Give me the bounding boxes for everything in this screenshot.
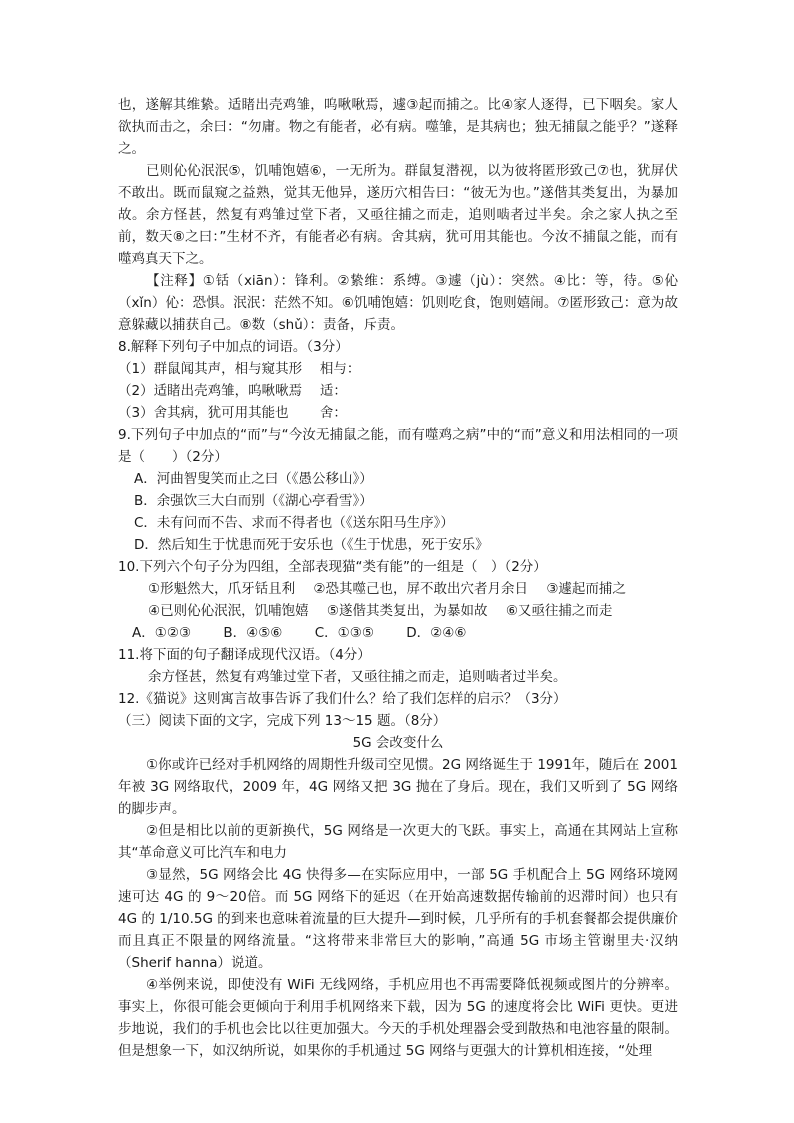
question-8-item-2: （2）适睹出壳鸡雏，呜啾啾焉 适： — [118, 383, 347, 399]
question-8-item-1: （1）群鼠闻其声，相与窥其形 相与： — [118, 361, 361, 377]
question-10-sentence-2: ②恐其噬己也，屏不敢出穴者月余日 — [313, 581, 529, 597]
page-content — [118, 94, 678, 1062]
question-10-option-d: D．②④⑥ — [406, 625, 467, 641]
question-12-stem: 12.《猫说》这则寓言故事告诉了我们什么？给了我们怎样的启示？（3分） — [118, 691, 567, 707]
question-10-option-b: B．④⑤⑥ — [223, 625, 283, 641]
question-10-row-1 — [118, 578, 678, 600]
question-8-item-3: （3）舍其病，犹可用其能也 舍： — [118, 405, 347, 421]
question-9-option-d: D．然后知生于忧患而死于安乐也（《生于忧患，死于安乐》 — [134, 537, 489, 553]
section-3-heading: （三）阅读下面的文字，完成下列 13～15 题。（8分） — [118, 713, 447, 729]
question-10-option-a: A．①②③ — [132, 625, 192, 641]
article-paragraph-2: ②但是相比以前的更新换代，5G 网络是一次更大的飞跃。事实上，高通在其网站上宣称其“革命意义可比汽车和电力 — [118, 823, 678, 861]
article-paragraph-3: ③显然，5G 网络会比 4G 快得多—在实际应用中，一部 5G 手机配合上 5G 网络环境网速可达 4G 的 9～20倍。而 5G 网络下的延迟（在开始高速数据传输前的迟滞时间）也只有 4G 的 1/10.5G 的到来也意味着流量的巨大提升—到时候，几乎所有的手机套餐都会提供廉价而且真正不限量的网络流量。“这将带来非常巨大的影响，”高通 5G 市场主管谢里夫·汉纳（Sherif hanna）说道。 — [118, 867, 678, 971]
question-10-stem: 10.下列六个句子分为四组，全部表现猫“类有能”的一组是（ ）（2分） — [118, 559, 547, 575]
article-paragraph-4: ④举例来说，即使没有 WiFi 无线网络，手机应用也不再需要降低视频或图片的分辨率。事实上，你很可能会更倾向于利用手机网络来下载，因为 5G 的速度将会比 WiFi 更快。更进步地说，我们的手机也会比以往更加强大。今天的手机处理器会受到散热和电池容量的限制。但是想象一下，如汉纳所说，如果你的手机通过 5G 网络与更强大的计算机相连接，“处理 — [118, 977, 678, 1059]
question-10-option-c: C．①③⑤ — [314, 625, 374, 641]
question-10-row-2 — [118, 600, 678, 622]
passage-paragraph-1: 也，遂解其维絷。适睹出壳鸡雏，呜啾啾焉，遽③起而捕之。比④家人逐得，已下咽矣。家人欲执而击之，余曰：“勿庸。物之有能者，必有病。噬雏，是其病也；独无捕鼠之能乎？”遂释之。 — [118, 97, 678, 157]
passage-paragraph-2: 已则伈伈泯泯⑤，饥哺饱嬉⑥，一无所为。群鼠复潜视，以为彼将匿形致己⑦也，犹屏伏不敢出。既而鼠窥之益熟，觉其无他异，遂历穴相告曰：“彼无为也。”遂偕其类复出，为暴加故。余方怪甚，然复有鸡雏过堂下者，又亟往捕之而走，追则啮者过半矣。余之家人执之至前，数天⑧之曰：”生材不齐，有能者必有病。舍其病，犹可用其能也。今汝不捕鼠之能，而有噬鸡真天下之。 — [118, 163, 678, 267]
question-9-stem: 9.下列句子中加点的“而”与“今汝无捕鼠之能，而有噬鸡之病”中的“而”意义和用法相同的一项是（ ）（2分） — [118, 427, 678, 465]
question-9-option-a: A．河曲智叟笑而止之曰（《愚公移山》） — [134, 471, 373, 487]
question-8-stem: 8.解释下列句子中加点的词语。（3分） — [118, 339, 349, 355]
question-10-sentence-6: ⑥又亟往捕之而走 — [505, 603, 613, 619]
article-title: 5G 会改变什么 — [352, 735, 444, 751]
question-10-sentence-3: ③遽起而捕之 — [546, 581, 626, 597]
question-11-sentence: 余方怪甚，然复有鸡雏过堂下者，又亟往捕之而走，追则啮者过半矣。 — [148, 669, 567, 685]
article-paragraph-1: ①你或许已经对手机网络的周期性升级司空见惯。2G 网络诞生于 1991年，随后在 2001年被 3G 网络取代，2009 年，4G 网络又把 3G 抛在了身后。现在，我们又听到了 5G 网络的脚步声。 — [118, 757, 678, 817]
question-10-sentence-5: ⑤遂偕其类复出，为暴如故 — [326, 603, 488, 619]
passage-notes: 【注释】①铦（xiān）：锋利。②絷维：系缚。③遽（jù）：突然。④比：等，待。⑤伈（xǐn）伈：恐惧。泯泯：茫然不知。⑥饥哺饱嬉：饥则吃食，饱则嬉闹。⑦匿形致己：意为故意躲藏以捕获自己。⑧数（shǔ）：责备，斥责。 — [118, 273, 678, 333]
question-9-option-c: C．未有问而不告、求而不得者也（《送东阳马生序》） — [134, 515, 454, 531]
question-10-sentence-4: ④已则伈伈泯泯，饥哺饱嬉 — [148, 603, 309, 619]
question-10-options — [118, 622, 678, 644]
question-10-sentence-1: ①形魁然大，爪牙铦且利 — [148, 581, 296, 597]
question-9-option-b: B．余强饮三大白而别（《湖心亭看雪》） — [134, 493, 373, 509]
question-11-stem: 11.将下面的句子翻译成现代汉语。（4分） — [118, 647, 371, 663]
